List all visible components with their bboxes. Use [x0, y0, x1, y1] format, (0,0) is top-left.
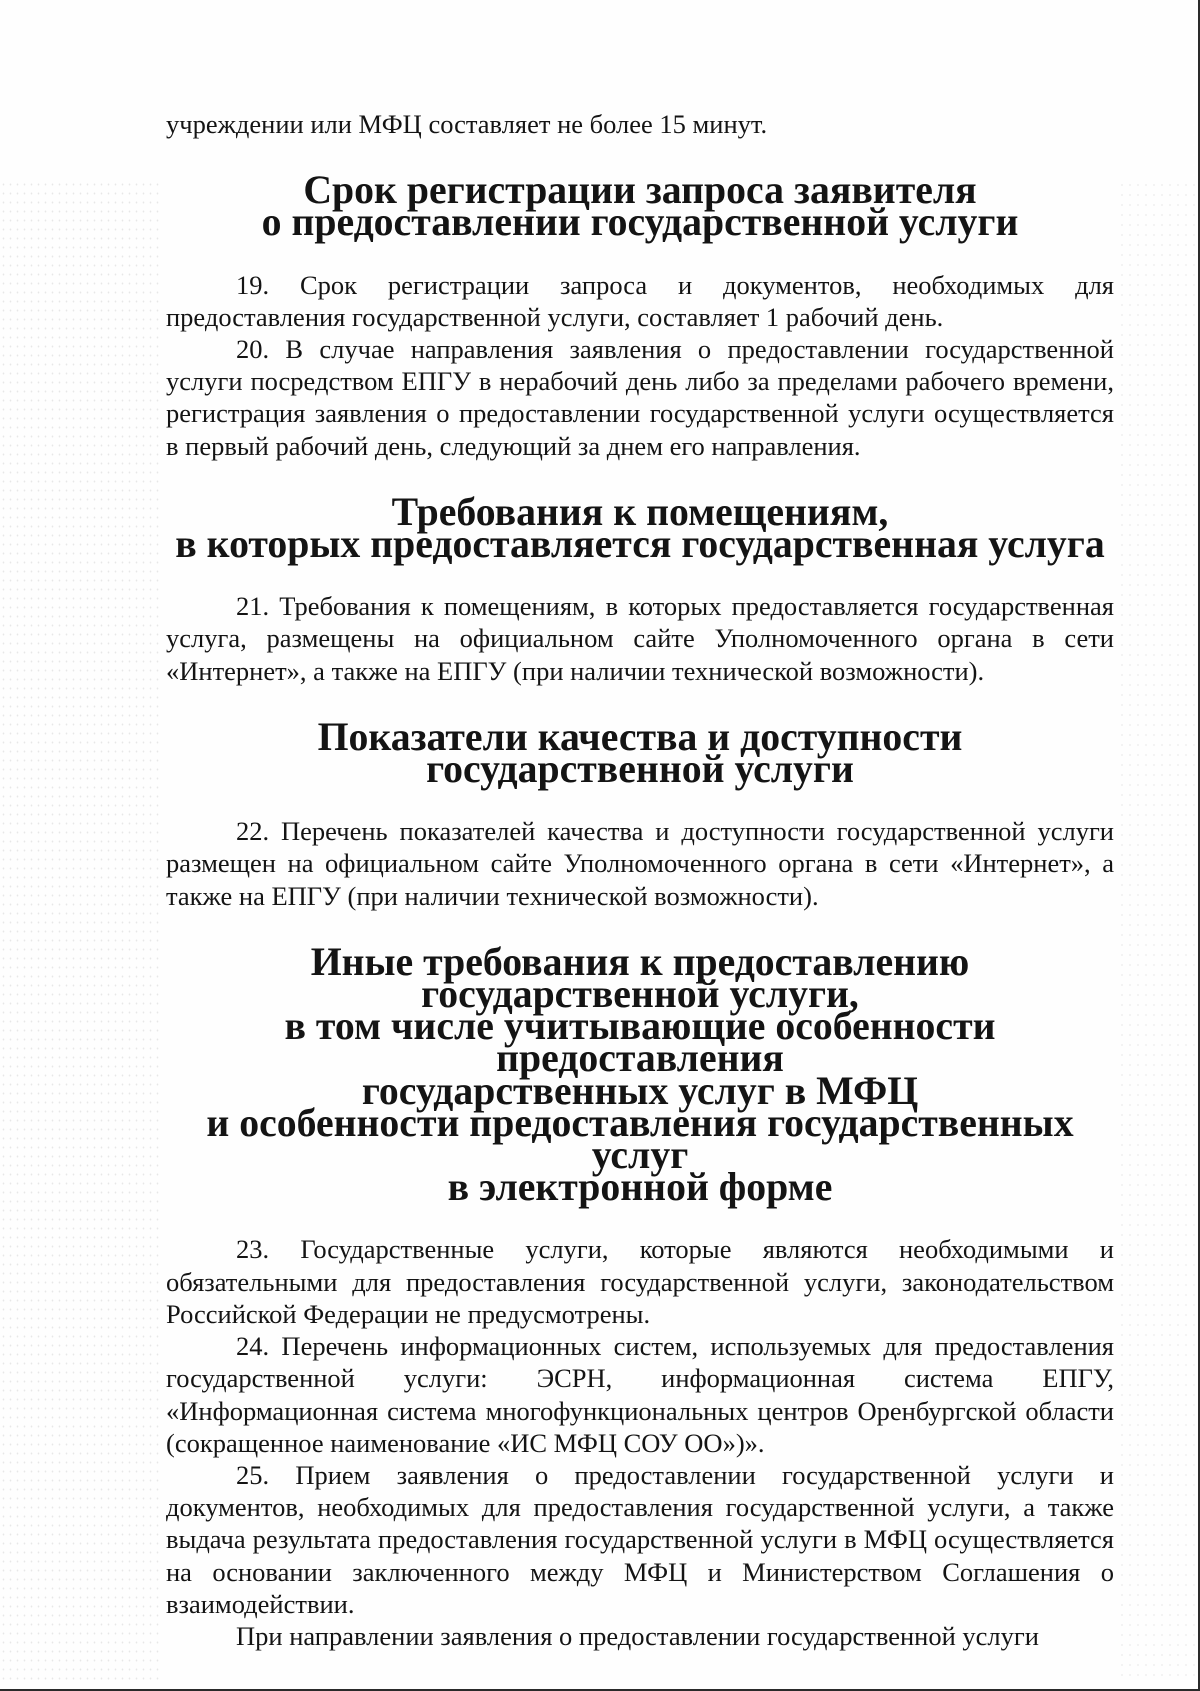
heading-line: в которых предоставляется государственная услуга	[175, 522, 1105, 567]
document-body	[166, 108, 1114, 1652]
paragraph-25: 25. Прием заявления о предоставлении государственной услуги и документов, необходимых для предоставления государственной услуги, а также выдача результата предоставления государственной услуги в МФЦ осуществляется на основании заключенного между МФЦ и Министерством Соглашения о взаимодействии.	[166, 1459, 1114, 1619]
paragraph-24: 24. Перечень информационных систем, используемых для предоставления государственной услуги: ЭСРН, информационная система ЕПГУ, «Информационная система многофункциональных центров Оренбургской области (сокращенное наименование «ИС МФЦ СОУ ОО»)».	[166, 1331, 1114, 1458]
scan-noise-left	[0, 180, 160, 1680]
heading-line: государственных услуг в МФЦ	[361, 1068, 919, 1113]
heading-other-requirements	[166, 939, 1114, 1210]
scan-noise-right	[1118, 180, 1198, 1680]
heading-quality-indicators	[166, 714, 1114, 792]
heading-line: в электронной форме	[447, 1165, 833, 1210]
heading-line: и особенности предоставления государственных услуг	[206, 1100, 1074, 1178]
paragraph-19: 19. Срок регистрации запроса и документов, необходимых для предоставления государственной услуги, составляет 1 рабочий день.	[166, 269, 1114, 332]
heading-line: о предоставлении государственной услуги	[261, 200, 1019, 245]
heading-registration-term	[166, 168, 1114, 245]
heading-line: Иные требования к предоставлению государственной услуги,	[310, 939, 970, 1017]
paragraph-20: 20. В случае направления заявления о предоставлении государственной услуги посредством ЕПГУ в нерабочий день либо за пределами рабочего времени, регистрация заявления о предоставлении государственной услуги осуществляется в первый рабочий день, следующий за днем его направления.	[166, 334, 1114, 461]
paragraph-continuation: учреждении или МФЦ составляет не более 15 минут.	[166, 109, 768, 139]
paragraph-last: При направлении заявления о предоставлении государственной услуги	[236, 1620, 1039, 1651]
paragraph-21: 21. Требования к помещениям, в которых предоставляется государственная услуга, размещены на официальном сайте Уполномоченного органа в сети «Интернет», а также на ЕПГУ (при наличии технической возможности).	[166, 591, 1114, 686]
paragraph-22: 22. Перечень показателей качества и доступности государственной услуги размещен на официальном сайте Уполномоченного органа в сети «Интернет», а также на ЕПГУ (при наличии технической возможности).	[166, 816, 1114, 911]
heading-line: Срок регистрации запроса заявителя	[303, 168, 977, 213]
paragraph-23: 23. Государственные услуги, которые являются необходимыми и обязательными для предоставления государственной услуги, законодательством Российской Федерации не предусмотрены.	[166, 1234, 1114, 1329]
heading-line: в том числе учитывающие особенности предоставления	[284, 1004, 996, 1081]
heading-line: Требования к помещениям,	[391, 489, 889, 534]
heading-premises-requirements	[166, 489, 1114, 567]
heading-line: Показатели качества и доступности государственной услуги	[317, 714, 963, 792]
